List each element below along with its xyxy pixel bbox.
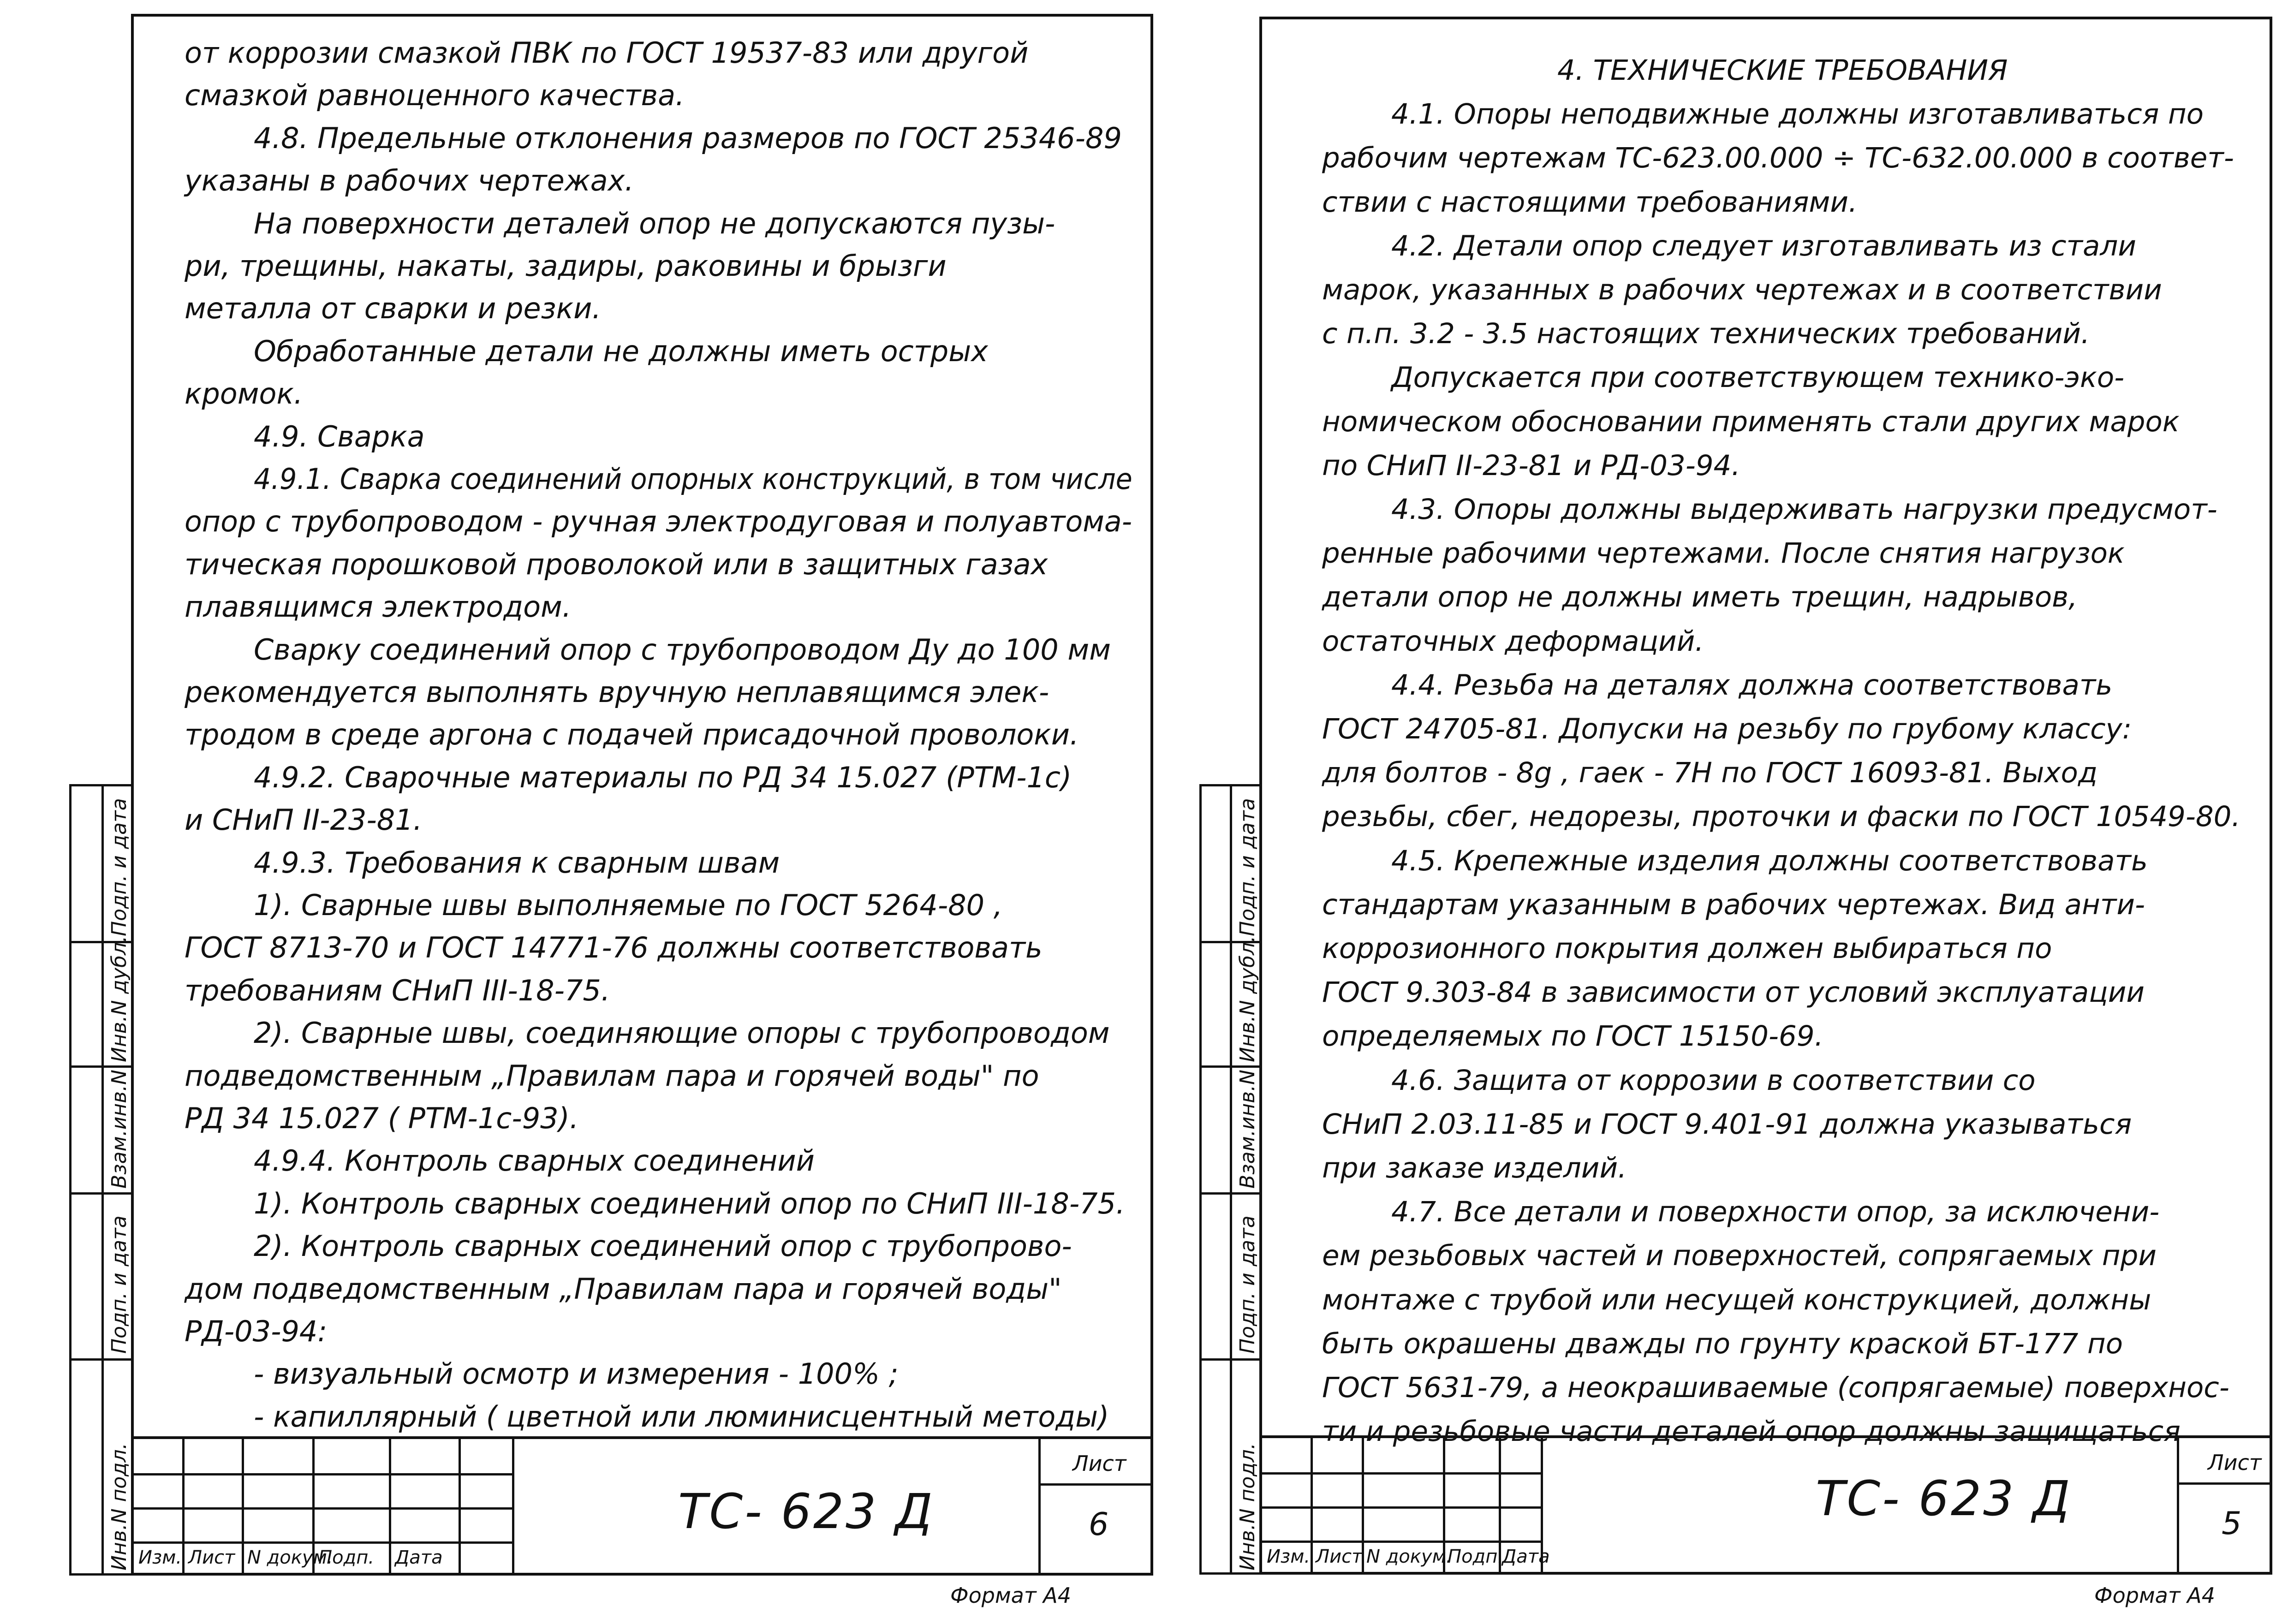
text-line: смазкой равноценного качества. <box>185 78 685 113</box>
left-page <box>131 14 1153 1576</box>
right-side-stamp <box>1199 784 1259 1575</box>
text-line: быть окрашены дважды по грунту краской БТ-177 по <box>1322 1327 2123 1360</box>
doc-code: ТС- 623 Д <box>1816 1470 2072 1527</box>
title-col-podp: Подп. <box>1448 1546 1504 1567</box>
text-line: На поверхности деталей опор не допускаются пузы- <box>254 206 1055 240</box>
stamp-label: Взам.инв.N <box>107 1070 131 1189</box>
text-line: остаточных деформаций. <box>1322 625 1704 658</box>
title-col-ndokum: N докум. <box>247 1547 333 1568</box>
text-line: детали опор не должны иметь трещин, надрывов, <box>1322 581 2078 614</box>
stamp-label: Подп. и дата <box>107 1215 131 1354</box>
text-line: 4.6. Защита от коррозии в соответствии со <box>1391 1064 2036 1097</box>
title-col-data: Дата <box>1502 1546 1550 1567</box>
text-line: тическая порошковой проволокой или в защитных газах <box>185 547 1048 581</box>
text-line: РД 34 15.027 ( РТМ-1с-93). <box>185 1101 579 1135</box>
text-line: подведомственным „Правилам пара и горячей воды" по <box>185 1059 1039 1093</box>
doc-code: ТС- 623 Д <box>678 1483 935 1540</box>
text-line: определяемых по ГОСТ 15150-69. <box>1322 1020 1823 1053</box>
text-line: дом подведомственным „Правилам пара и горячей воды" <box>185 1272 1062 1306</box>
text-line: от коррозии смазкой ПВК по ГОСТ 19537-83 или другой <box>185 36 1029 70</box>
text-line: Обработанные детали не должны иметь острых <box>254 334 988 368</box>
text-line: 4.9.3. Требования к сварным швам <box>254 845 780 880</box>
text-line: 2). Сварные швы, соединяющие опоры с трубопроводом <box>254 1016 1110 1050</box>
text-line: ренные рабочими чертежами. После снятия нагрузок <box>1322 537 2125 570</box>
text-line: рабочим чертежам ТС-623.00.000 ÷ ТС-632.00.000 в соответ- <box>1322 142 2234 175</box>
text-line: ри, трещины, накаты, задиры, раковины и брызги <box>185 249 947 283</box>
format-label: Формат А4 <box>950 1583 1071 1608</box>
text-line: марок, указанных в рабочих чертежах и в соответствии <box>1322 274 2162 306</box>
text-line: 4.4. Резьба на деталях должна соответствовать <box>1391 668 2113 702</box>
text-line: монтаже с трубой или несущей конструкцией, должны <box>1322 1283 2151 1316</box>
text-line: 4.9.4. Контроль сварных соединений <box>254 1144 815 1178</box>
text-line: 4.9.1. Сварка соединений опорных конструкций, в том числе <box>254 462 1132 496</box>
text-line: РД-03-94: <box>185 1315 328 1348</box>
text-line: СНиП 2.03.11-85 и ГОСТ 9.401-91 должна указываться <box>1322 1107 2132 1141</box>
title-col-izm: Изм. <box>1267 1546 1311 1567</box>
format-label: Формат А4 <box>2094 1583 2215 1608</box>
stamp-label: Инв.N подл. <box>107 1443 131 1570</box>
text-line: ГОСТ 9.303-84 в зависимости от условий эксплуатации <box>1322 976 2145 1009</box>
left-side-stamp <box>69 784 131 1576</box>
text-line: ем резьбовых частей и поверхностей, сопрягаемых при <box>1322 1239 2157 1273</box>
text-line: 4.8. Предельные отклонения размеров по ГОСТ 25346-89 <box>254 121 1122 155</box>
stamp-label: Взам.инв.N <box>1236 1070 1259 1189</box>
text-line: металла от сварки и резки. <box>185 291 602 326</box>
text-line: требованиям СНиП III-18-75. <box>185 973 610 1007</box>
title-col-list: Лист <box>188 1547 235 1568</box>
section-heading: 4. ТЕХНИЧЕСКИЕ ТРЕБОВАНИЯ <box>1557 54 2008 87</box>
text-line: 1). Контроль сварных соединений опор по СНиП III-18-75. <box>254 1186 1125 1220</box>
text-line: 4.7. Все детали и поверхности опор, за исключени- <box>1391 1196 2160 1229</box>
text-line: стандартам указанным в рабочих чертежах. Вид анти- <box>1322 888 2145 921</box>
text-line: Допускается при соответствующем технико-эко- <box>1391 361 2125 394</box>
title-col-ndokum: N докум. <box>1366 1546 1452 1567</box>
text-line: рекомендуется выполнять вручную неплавящимся элек- <box>185 675 1049 709</box>
left-title-block <box>134 1436 1150 1573</box>
text-line: для болтов - 8g , гаек - 7Н по ГОСТ 16093-81. Выход <box>1322 756 2098 790</box>
left-page-body <box>134 17 1150 1436</box>
text-line: - капиллярный ( цветной или люминисцентный методы) <box>254 1399 1109 1434</box>
stamp-label: Инв.N подл. <box>1236 1443 1259 1570</box>
title-col-data: Дата <box>395 1547 443 1568</box>
stamp-label: Инв.N дубл. <box>1236 935 1259 1062</box>
text-line: ствии с настоящими требованиями. <box>1322 185 1858 219</box>
text-line: и СНиП II-23-81. <box>185 803 423 837</box>
text-line: 2). Контроль сварных соединений опор с трубопрово- <box>254 1229 1072 1263</box>
text-line: указаны в рабочих чертежах. <box>185 164 634 198</box>
text-line: 4.9. Сварка <box>254 419 425 453</box>
stamp-label: Подп. и дата <box>1236 1215 1259 1354</box>
text-line: - визуальный осмотр и измерения - 100% ; <box>254 1357 899 1391</box>
sheet-number: 6 <box>1089 1506 1109 1543</box>
title-col-izm: Изм. <box>138 1547 182 1568</box>
sheet-label: Лист <box>2208 1450 2262 1475</box>
text-line: коррозионного покрытия должен выбираться по <box>1322 932 2052 965</box>
text-line: ГОСТ 8713-70 и ГОСТ 14771-76 должны соответствовать <box>185 931 1043 965</box>
text-line: ГОСТ 5631-79, а неокрашиваемые (сопрягаемые) поверхнос- <box>1322 1371 2229 1404</box>
text-line: с п.п. 3.2 - 3.5 настоящих технических требований. <box>1322 317 2090 351</box>
right-title-block <box>1262 1435 2270 1572</box>
sheet-number: 5 <box>2222 1505 2242 1542</box>
text-line: кромок. <box>185 377 303 411</box>
text-line: при заказе изделий. <box>1322 1152 1627 1184</box>
text-line: 1). Сварные швы выполняемые по ГОСТ 5264-80 , <box>254 888 1003 922</box>
text-line: тродом в среде аргона с подачей присадочной проволоки. <box>185 718 1079 752</box>
text-line: номическом обосновании применять стали других марок <box>1322 405 2180 438</box>
text-line: Сварку соединений опор с трубопроводом Ду до 100 мм <box>254 632 1111 666</box>
text-line: 4.1. Опоры неподвижные должны изготавливаться по <box>1391 98 2204 131</box>
title-col-podp: Подп. <box>318 1547 375 1568</box>
text-line: плавящимся электродом. <box>185 590 572 624</box>
text-line: ти и резьбовые части деталей опор должны защищаться <box>1322 1415 2181 1448</box>
sheet-label: Лист <box>1073 1451 1126 1476</box>
text-line: опор с трубопроводом - ручная электродуговая и полуавтома- <box>185 505 1132 539</box>
title-col-list: Лист <box>1316 1546 1363 1567</box>
text-line: резьбы, сбег, недорезы, проточки и фаски по ГОСТ 10549-80. <box>1322 800 2240 833</box>
text-line: 4.3. Опоры должны выдерживать нагрузки предусмот- <box>1391 493 2217 526</box>
stamp-label: Инв.N дубл. <box>107 935 131 1062</box>
text-line: ГОСТ 24705-81. Допуски на резьбу по грубому классу: <box>1322 713 2132 745</box>
stamp-label: Подп. и дата <box>1236 798 1259 936</box>
stamp-label: Подп. и дата <box>107 798 131 936</box>
right-page-body <box>1262 19 2270 1448</box>
text-line: 4.5. Крепежные изделия должны соответствовать <box>1391 844 2148 877</box>
right-page <box>1259 17 2272 1575</box>
text-line: 4.9.2. Сварочные материалы по РД 34 15.027 (РТМ-1с) <box>254 760 1072 794</box>
text-line: 4.2. Детали опор следует изготавливать из стали <box>1391 229 2137 262</box>
text-line: по СНиП II-23-81 и РД-03-94. <box>1322 449 1740 482</box>
